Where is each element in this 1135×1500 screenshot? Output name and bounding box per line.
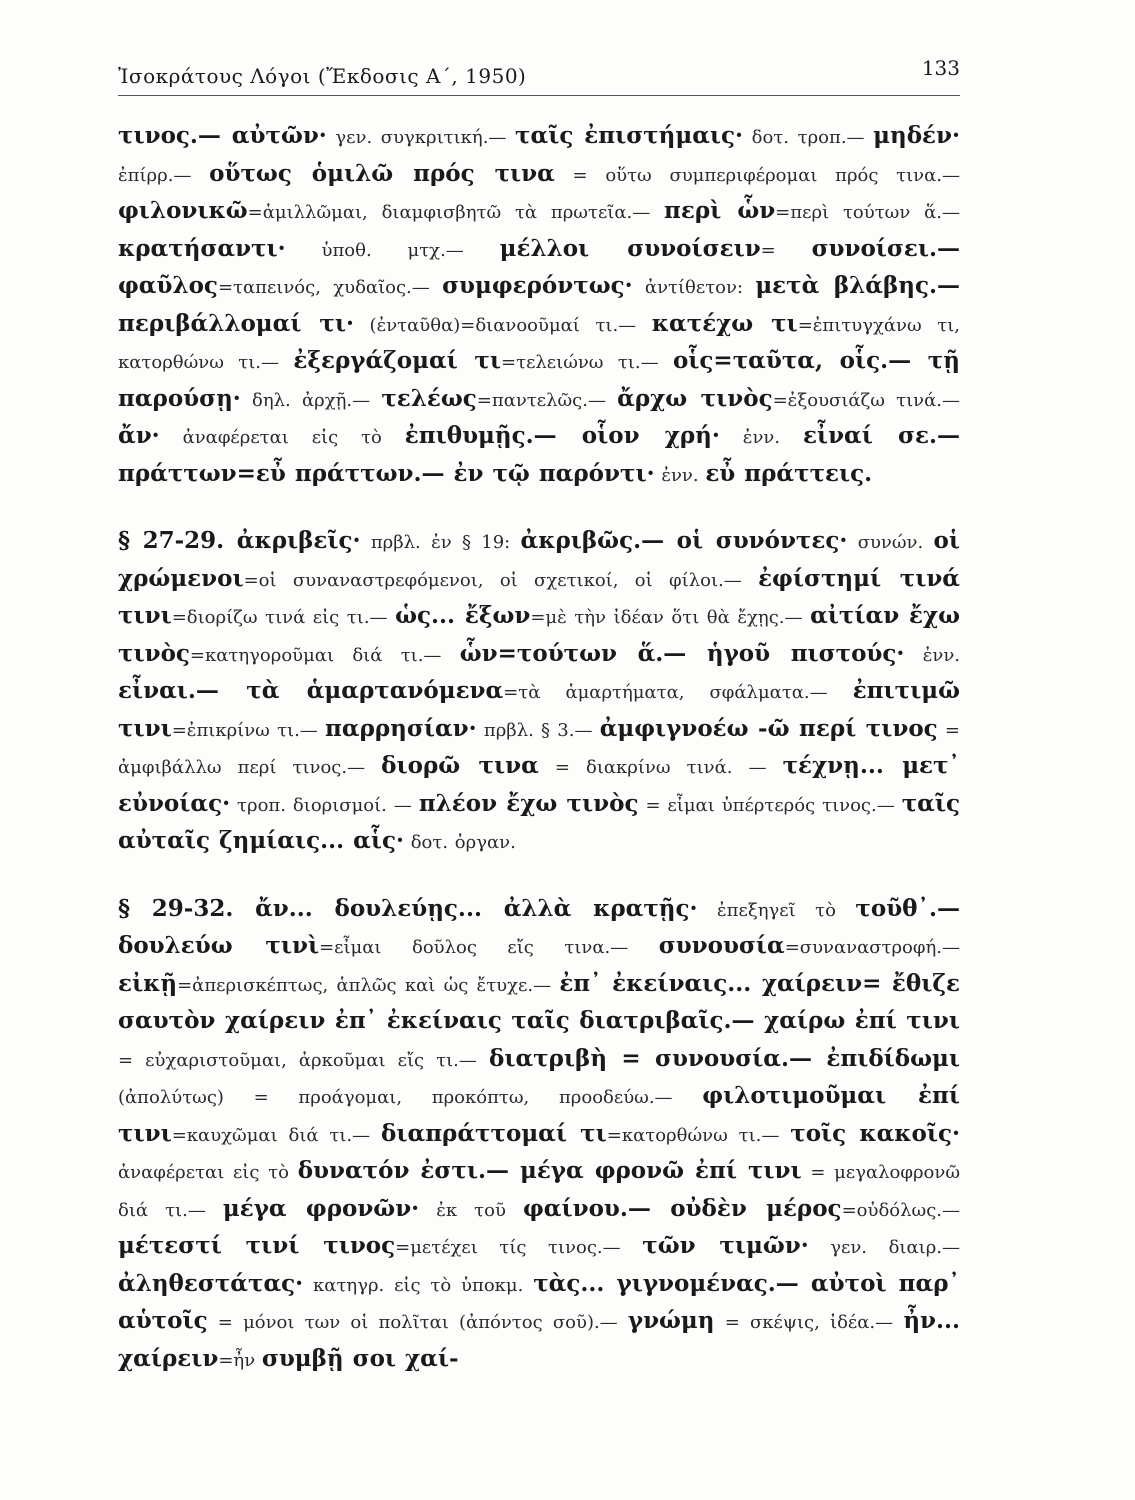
modern-gloss: =μὲ τὴν ἰδέαν ὅτι θὰ ἔχῃς.— (530, 607, 811, 628)
modern-gloss: =τὰ ἁμαρτήματα, σφάλματα.— (503, 682, 853, 703)
page-number: 133 (921, 56, 960, 80)
running-head (118, 58, 960, 98)
modern-gloss: ἐνν. (904, 644, 960, 666)
greek-lemma: συνοίσει.— φαῦλος (118, 234, 960, 299)
modern-gloss: = σκέψις, ἰδέα.— (714, 1312, 904, 1333)
greek-lemma: μέλλοι συνοίσειν (499, 234, 761, 262)
greek-lemma: ὧν=τούτων ἅ.— ἡγοῦ πιστούς· (459, 639, 905, 667)
greek-lemma: ἐφίστημί τινά τινι (118, 564, 960, 629)
modern-gloss: =ἁμιλλῶμαι, διαμφισβητῶ τὰ πρωτεῖα.— (247, 202, 665, 223)
modern-gloss: =μετέχει τίς τινος.— (395, 1237, 643, 1258)
commentary-paragraph-1 (118, 118, 960, 493)
modern-gloss: γεν. συγκριτική.— (326, 127, 516, 148)
greek-lemma: ἀμφιγνοέω -ῶ περί τινος (599, 714, 938, 742)
modern-gloss: ἐνν. (654, 464, 706, 486)
greek-lemma: ἐπ᾽ ἐκείναις... χαίρειν= ἔθιζε σαυτὸν χαίρειν ἐπ᾽ ἐκείναις ταῖς διατριβαῖς.— χαίρω ἐπί τινι (118, 969, 960, 1034)
modern-gloss: συνών. (847, 532, 934, 553)
greek-lemma: ἄν· (118, 422, 160, 449)
modern-gloss: = μεγαλοφρονῶ διά τι.— (118, 1162, 961, 1221)
greek-lemma: τινος.— αὐτῶν· (118, 122, 327, 149)
modern-gloss: ἐκ τοῦ (419, 1199, 523, 1221)
greek-lemma: τοῦθ᾽.— δουλεύω τινὶ (118, 894, 960, 959)
greek-lemma: ἀκριβῶς.— οἱ συνόντες· (520, 527, 848, 554)
modern-gloss: (ἐνταῦθα)=διανοοῦμαί τι.— (353, 314, 652, 336)
modern-gloss: κατηγρ. εἰς τὸ ὑποκμ. (303, 1274, 534, 1296)
greek-lemma: § 27-29. ἀκριβεῖς· (118, 527, 361, 554)
modern-gloss: =οὐδόλως.— (841, 1199, 961, 1221)
modern-gloss: =εἶμαι δοῦλος εἴς τινα.— (319, 937, 659, 958)
greek-lemma: τοῖς κακοῖς· (790, 1119, 960, 1147)
modern-gloss: = διακρίνω τινά. — (538, 757, 783, 778)
greek-lemma: ὡς... ἔξων (395, 602, 531, 629)
greek-lemma: συνουσία (658, 932, 785, 959)
greek-lemma: ἦν... χαίρειν (118, 1307, 961, 1372)
greek-lemma: γνώμη (627, 1307, 715, 1334)
greek-lemma: τῶν τιμῶν· (642, 1232, 809, 1259)
modern-gloss: =συναναστροφή.— (784, 937, 960, 958)
modern-gloss: δηλ. ἀρχῇ.— (240, 389, 382, 411)
greek-lemma: ἐπιθυμῇς.— οἷον χρή· (404, 422, 720, 449)
modern-gloss: =διορίζω τινά εἰς τι.— (171, 607, 396, 628)
modern-gloss: =καυχῶμαι διά τι.— (171, 1124, 382, 1146)
modern-gloss: γεν. διαιρ.— (808, 1237, 961, 1258)
greek-lemma: § 29-32. ἄν... δουλεύῃς... ἀλλὰ κρατῇς· (118, 894, 698, 922)
modern-gloss: τροπ. διορισμοί. — (230, 794, 419, 816)
greek-lemma: διορῶ τινα (381, 752, 539, 779)
greek-lemma: διαπράττομαί τι (381, 1119, 607, 1147)
modern-gloss: =κατορθώνω τι.— (606, 1124, 791, 1146)
greek-lemma: μέγα φρονῶν· (222, 1194, 420, 1222)
greek-lemma: ἀληθεστάτας· (118, 1269, 304, 1297)
modern-gloss: =παντελῶς.— (476, 389, 618, 411)
commentary-paragraph-3 (118, 891, 960, 1379)
modern-gloss: ἐπίρρ.— (118, 164, 210, 186)
header-rule (118, 95, 960, 96)
greek-lemma: φιλονικῶ (118, 197, 248, 224)
modern-gloss: =οἱ συναναστρεφόμενοι, οἱ σχετικοί, οἱ φίλοι.— (243, 569, 759, 591)
modern-gloss: ἀναφέρεται εἰς τὸ (159, 427, 405, 448)
modern-gloss: δοτ. ὀργαν. (404, 832, 516, 853)
running-title: Ἰσοκράτους Λόγοι (Ἔκδοσις Α΄, 1950) (118, 64, 527, 88)
greek-lemma: μέτεστί τινί τινος (118, 1232, 396, 1259)
modern-gloss: (ἀπολύτως) = προάγομαι, προκόπτω, προοδεύω.— (118, 1087, 703, 1108)
greek-lemma: οἷς=ταῦτα, οἷς.— τῇ παρούσῃ· (118, 347, 960, 412)
greek-lemma: μηδέν· (873, 122, 961, 149)
greek-lemma: ταῖς ἐπιστήμαις· (515, 122, 744, 149)
greek-lemma: κρατήσαντι· (118, 234, 286, 262)
greek-lemma: κατέχω τι (651, 309, 798, 337)
modern-gloss: = μόνοι των οἱ πολῖται (ἀπόντος σοῦ).— (207, 1312, 628, 1333)
greek-lemma: δυνατόν ἐστι.— μέγα φρονῶ ἐπί τινι (297, 1157, 802, 1184)
greek-lemma: οὕτως ὁμιλῶ πρός τινα (209, 159, 555, 187)
greek-lemma: παρρησίαν· (325, 714, 477, 742)
greek-lemma: πλέον ἔχω τινὸς (418, 789, 639, 817)
modern-gloss: ἀναφέρεται εἰς τὸ (118, 1162, 298, 1183)
modern-gloss: = εὐχαριστοῦμαι, ἀρκοῦμαι εἴς τι.— (118, 1049, 489, 1071)
modern-gloss: =τελειώνω τι.— (501, 352, 673, 373)
commentary-paragraph-2 (118, 523, 960, 861)
modern-gloss: =ἀπερισκέπτως, ἁπλῶς καὶ ὡς ἔτυχε.— (177, 974, 560, 996)
modern-gloss: = ἀμφιβάλλω περί τινος.— (118, 719, 960, 778)
modern-gloss: = (760, 239, 812, 261)
greek-lemma: συμβῇ σοι χαί- (261, 1344, 459, 1372)
greek-lemma: εὖ πράττεις. (705, 459, 873, 487)
modern-gloss: = εἶμαι ὑπέρτερός τινος.— (638, 794, 902, 816)
modern-gloss: =ἐξουσιάζω τινά.— (772, 389, 960, 411)
modern-gloss: =ἐπικρίνω τι.— (171, 719, 326, 741)
modern-gloss: = οὕτω συμπεριφέρομαι πρός τινα.— (554, 164, 960, 186)
modern-gloss: =ἐπιτυγχάνω τι, κατορθώνω τι.— (118, 314, 960, 373)
modern-gloss: δοτ. τροπ.— (743, 127, 874, 148)
modern-gloss: ὑποθ. μτχ.— (285, 239, 500, 261)
greek-lemma: ἄρχω τινὸς (617, 384, 773, 412)
modern-gloss: ἐνν. (719, 427, 803, 448)
greek-lemma: μετὰ βλάβης.— περιβάλλομαί τι· (118, 272, 960, 337)
greek-lemma: περὶ ὧν (664, 197, 776, 224)
greek-lemma: συμφερόντως· (442, 272, 633, 299)
modern-gloss: πρβλ. ἐν § 19: (360, 532, 521, 553)
modern-gloss: =περὶ τούτων ἅ.— (775, 202, 961, 223)
modern-gloss: =ἦν (218, 1349, 262, 1371)
greek-lemma: τέχνῃ... μετ᾽ εὐνοίας· (118, 752, 960, 817)
modern-gloss: πρβλ. § 3.— (476, 719, 600, 741)
greek-lemma: διατριβὴ = συνουσία.— ἐπιδίδωμι (488, 1044, 960, 1072)
greek-lemma: φαίνου.— οὐδὲν μέρος (522, 1194, 842, 1222)
greek-lemma: ἐπιτιμῶ τινι (118, 677, 960, 742)
greek-lemma: αἰτίαν ἔχω τινὸς (118, 602, 960, 667)
greek-lemma: εἰκῇ (118, 969, 178, 997)
greek-lemma: εἶναι.— τὰ ἁμαρτανόμενα (118, 677, 504, 704)
greek-lemma: φιλοτιμοῦμαι ἐπί τινι (118, 1082, 961, 1147)
greek-lemma: ταῖς αὐταῖς ζημίαις... αἷς· (118, 789, 961, 854)
greek-lemma: οἱ χρώμενοι (118, 527, 960, 592)
greek-lemma: ἐξεργάζομαί τι (293, 347, 502, 374)
greek-lemma: τὰς... γιγνομένας.— αὐτοὶ παρ᾽ αὑτοῖς (118, 1269, 960, 1334)
commentary-text (118, 118, 960, 1378)
modern-gloss: =κατηγοροῦμαι διά τι.— (189, 644, 460, 666)
modern-gloss: =ταπεινός, χυδαῖος.— (217, 277, 443, 298)
modern-gloss: ἀντίθετον: (632, 277, 756, 298)
greek-lemma: εἶναί σε.— πράττων=εὖ πράττων.— ἐν τῷ παρόντι· (118, 422, 960, 487)
greek-lemma: τελέως (381, 384, 477, 412)
modern-gloss: ἐπεξηγεῖ τὸ (697, 899, 856, 921)
